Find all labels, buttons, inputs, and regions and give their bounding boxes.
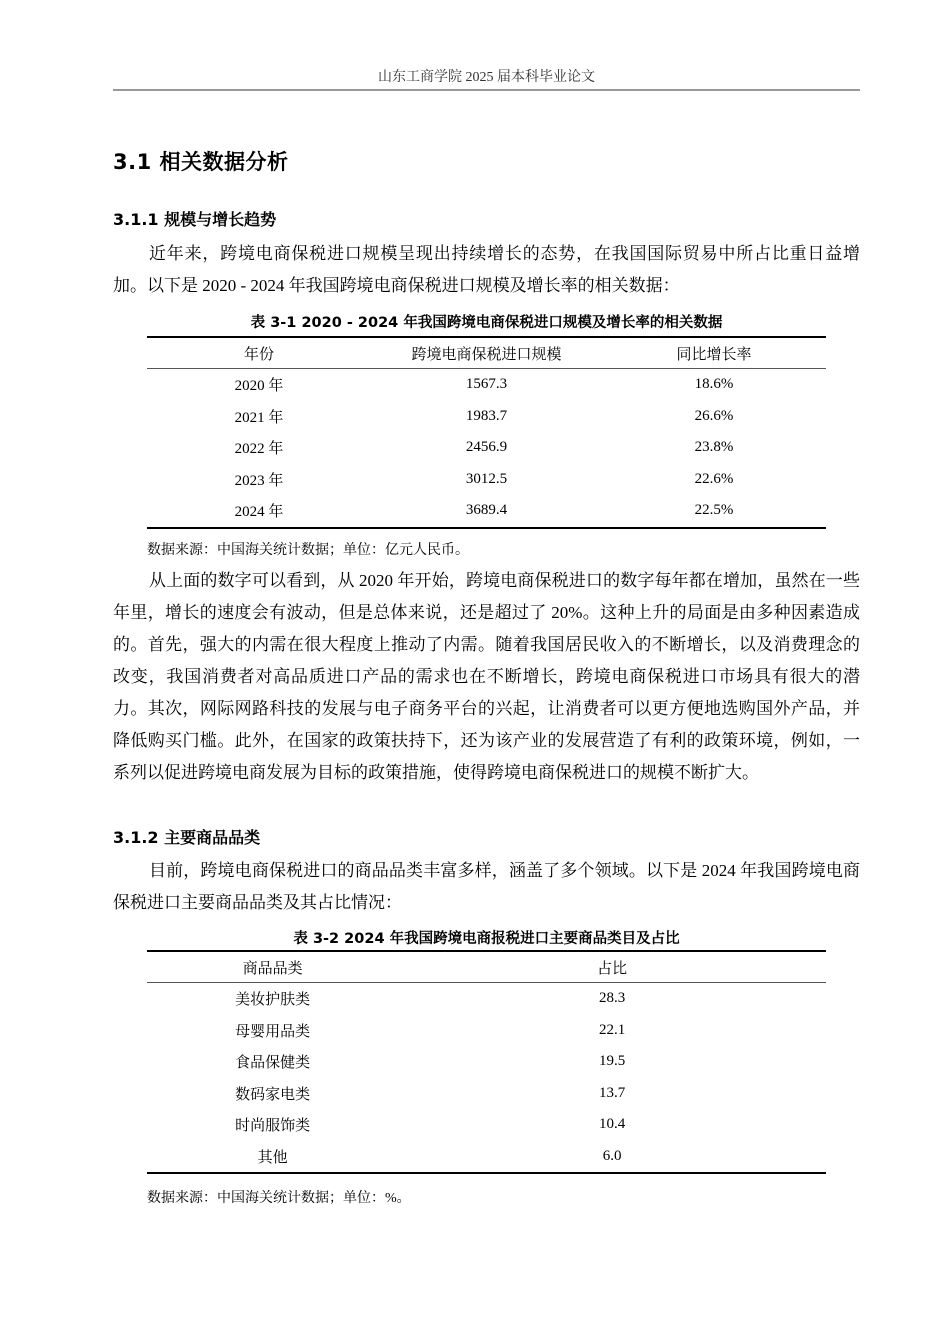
cell-category: 母婴用品类 xyxy=(235,1023,311,1040)
cell-year: 2022 年 xyxy=(234,441,284,458)
cell-scale: 3012.5 xyxy=(465,470,508,487)
intro-paragraph-1: 近年来，跨境电商保税进口规模呈现出持续增长的态势，在我国国际贸易中所占比重日益增加。以下是 2020 - 2024 年我国跨境电商保税进口规模及增长率的相关数据： xyxy=(113,244,860,295)
table-caption-1: 表 3-1 2020 - 2024 年我国跨境电商保税进口规模及增长率的相关数据 xyxy=(250,315,723,331)
table-source-note-2: 数据来源：中国海关统计数据；单位：%。 xyxy=(147,1191,411,1206)
column-header: 商品品类 xyxy=(147,951,398,983)
cell-share: 10.4 xyxy=(598,1116,626,1133)
cell-scale: 2456.9 xyxy=(465,439,508,456)
page-header: 山东工商学院 2025 届本科毕业论文 xyxy=(378,70,595,85)
cell-year: 2021 年 xyxy=(234,409,284,426)
table-caption-2: 表 3-2 2024 年我国跨境电商报税进口主要商品类目及占比 xyxy=(293,931,680,947)
cell-growth: 26.6% xyxy=(694,407,734,424)
cell-category: 数码家电类 xyxy=(235,1086,311,1103)
column-header: 占比 xyxy=(398,951,826,983)
cell-category: 其他 xyxy=(257,1149,288,1166)
table-row xyxy=(147,1078,826,1110)
table-row xyxy=(147,983,826,1015)
section-heading: 3.1 相关数据分析 xyxy=(113,150,289,174)
cell-scale: 1567.3 xyxy=(465,376,508,393)
cell-category: 美妆护肤类 xyxy=(235,992,311,1009)
cell-growth: 22.5% xyxy=(694,502,734,519)
cell-share: 13.7 xyxy=(598,1084,626,1101)
cell-year: 2020 年 xyxy=(234,378,284,395)
table-row xyxy=(147,1015,826,1047)
table-row xyxy=(147,1046,826,1078)
table-import-scale xyxy=(147,336,826,529)
cell-scale: 1983.7 xyxy=(465,407,508,424)
cell-share: 22.1 xyxy=(598,1021,626,1038)
column-header: 跨境电商保税进口规模 xyxy=(371,337,602,369)
header-rule xyxy=(113,89,860,91)
table-product-categories xyxy=(147,950,826,1174)
subsection-heading-1: 3.1.1 规模与增长趋势 xyxy=(113,210,277,229)
cell-growth: 22.6% xyxy=(694,470,734,487)
table-row xyxy=(147,1141,826,1174)
subsection-heading-2: 3.1.2 主要商品品类 xyxy=(113,828,261,847)
cell-category: 时尚服饰类 xyxy=(235,1118,311,1135)
table-row xyxy=(147,495,826,528)
cell-growth: 23.8% xyxy=(694,439,734,456)
column-header: 同比增长率 xyxy=(602,337,826,369)
table-row xyxy=(147,432,826,464)
table-row xyxy=(147,464,826,496)
table-source-note-1: 数据来源：中国海关统计数据；单位：亿元人民币。 xyxy=(147,543,469,558)
cell-year: 2023 年 xyxy=(234,472,284,489)
cell-category: 食品保健类 xyxy=(235,1055,311,1072)
cell-share: 28.3 xyxy=(598,990,626,1007)
table-row xyxy=(147,401,826,433)
column-header: 年份 xyxy=(147,337,371,369)
table-row xyxy=(147,369,826,401)
cell-share: 6.0 xyxy=(602,1147,622,1164)
table-header-row xyxy=(147,337,826,369)
cell-year: 2024 年 xyxy=(234,504,284,521)
cell-growth: 18.6% xyxy=(694,376,734,393)
table-header-row xyxy=(147,951,826,983)
analysis-paragraph: 从上面的数字可以看到，从 2020 年开始，跨境电商保税进口的数字每年都在增加，虽然在一些年里，增长的速度会有波动，但是总体来说，还是超过了 20%。这种上升的局面是由多种因素造成的。首先，强大的内需在很大程度上推动了内需。随着我国居民收入的不断增长，以及消费理念的改变，我国消费者对高品质进口产品的需求也在不断增长，跨境电商保税进口市场具有很大的潜力。其次，网际网路科技的发展与电子商务平台的兴起，让消费者可以更方便地选购国外产品，并降低购买门槛。此外，在国家的政策扶持下，还为该产业的发展营造了有利的政策环境，例如，一系列以促进跨境电商发展为目标的政策措施，使得跨境电商保税进口的规模不断扩大。 xyxy=(113,571,860,782)
intro-paragraph-2: 目前，跨境电商保税进口的商品品类丰富多样，涵盖了多个领域。以下是 2024 年我国跨境电商保税进口主要商品品类及其占比情况： xyxy=(113,861,860,912)
table-row xyxy=(147,1109,826,1141)
cell-share: 19.5 xyxy=(598,1053,626,1070)
cell-scale: 3689.4 xyxy=(465,502,508,519)
